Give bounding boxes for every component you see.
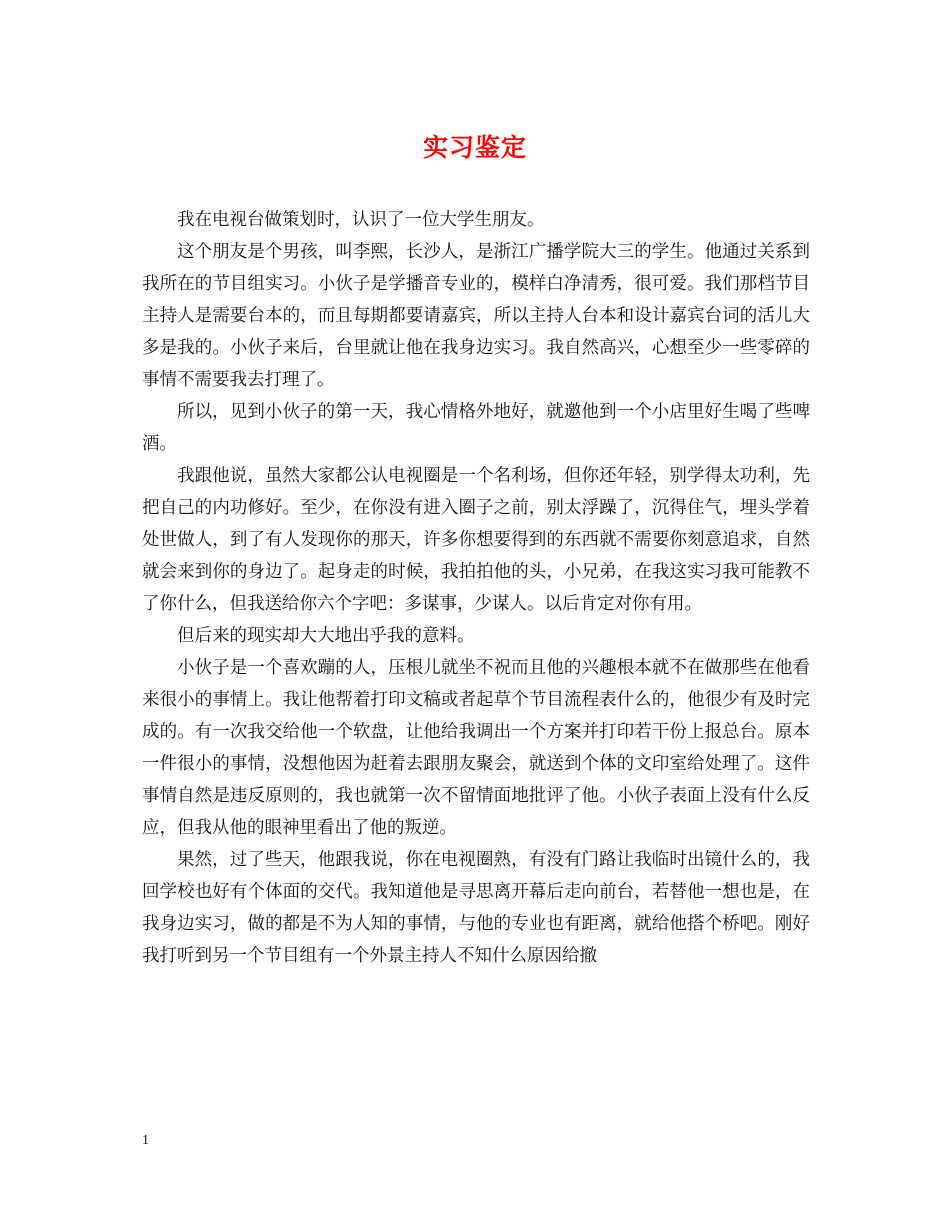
document-title: 实习鉴定 bbox=[422, 133, 527, 162]
paragraph: 这个朋友是个男孩，叫李熙，长沙人，是浙江广播学院大三的学生。他通过关系到我所在的节目组实习。小伙子是学播音专业的，模样白净清秀，很可爱。我们那档节目主持人是需要台本的，而且每期都要请嘉宾，所以主持人台本和设计嘉宾台词的活儿大多是我的。小伙子来后，台里就让他在我身边实习。我自然高兴，心想至少一些零碎的事情不需要我去打理了。 bbox=[142, 242, 810, 390]
paragraph: 小伙子是一个喜欢蹦的人，压根儿就坐不祝而且他的兴趣根本就不在做那些在他看来很小的事情上。我让他帮着打印文稿或者起草个节目流程表什么的，他很少有及时完成的。有一次我交给他一个软盘，让他给我调出一个方案并打印若干份上报总台。原本一件很小的事情，没想他因为赶着去跟朋友聚会，就送到个体的文印室给处理了。这件事情自然是违反原则的，我也就第一次不留情面地批评了他。小伙子表面上没有什么反应，但我从他的眼神里看出了他的叛逆。 bbox=[142, 658, 810, 838]
paragraph: 但后来的现实却大大地出乎我的意料。 bbox=[177, 626, 475, 646]
document-body bbox=[142, 204, 810, 972]
paragraph: 我在电视台做策划时，认识了一位大学生朋友。 bbox=[177, 210, 545, 230]
paragraph: 果然，过了些天，他跟我说，你在电视圈熟，有没有门路让我临时出镜什么的，我回学校也好有个体面的交代。我知道他是寻思离开幕后走向前台，若替他一想也是，在我身边实习，做的都是不为人知的事情，与他的专业也有距离，就给他搭个桥吧。刚好我打听到另一个节目组有一个外景主持人不知什么原因给撤 bbox=[142, 850, 810, 966]
paragraph: 我跟他说，虽然大家都公认电视圈是一个名利场，但你还年轻，别学得太功利，先把自己的内功修好。至少，在你没有进入圈子之前，别太浮躁了，沉得住气，埋头学着处世做人，到了有人发现你的那天，许多你想要得到的东西就不需要你刻意追求，自然就会来到你的身边了。起身走的时候，我拍拍他的头，小兄弟，在我这实习我可能教不了你什么，但我送给你六个字吧：多谋事，少谋人。以后肯定对你有用。 bbox=[142, 466, 810, 614]
paragraph: 所以，见到小伙子的第一天，我心情格外地好，就邀他到一个小店里好生喝了些啤酒。 bbox=[142, 402, 810, 454]
page-number: 1 bbox=[142, 1133, 149, 1148]
